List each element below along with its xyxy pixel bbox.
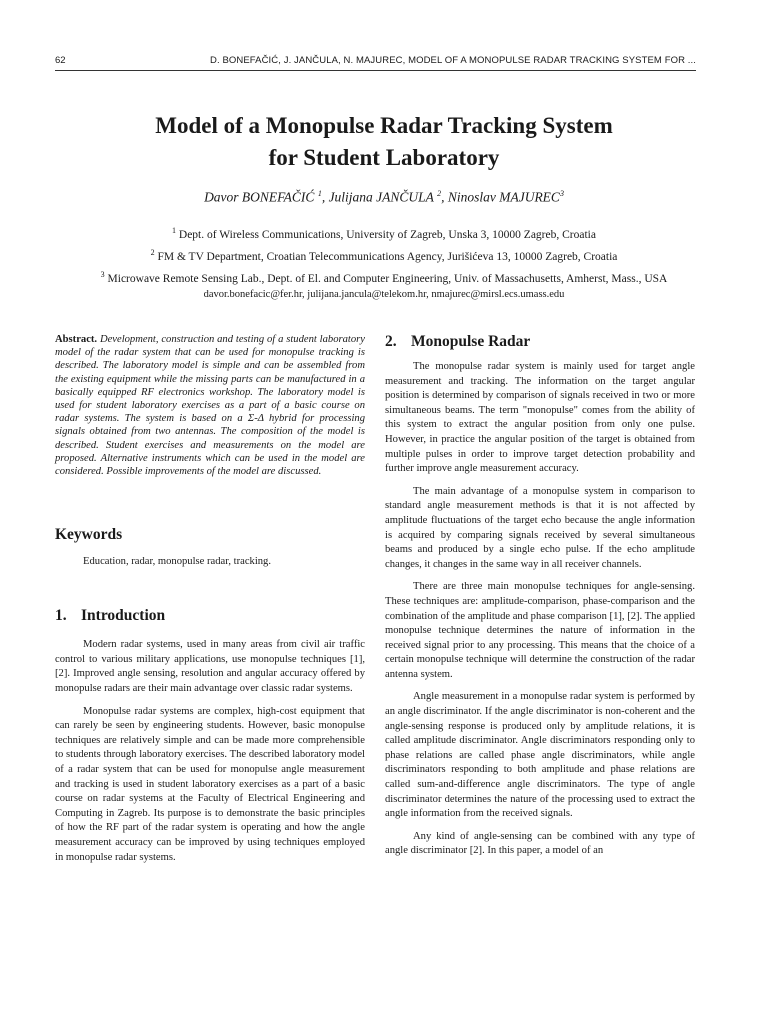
affiliation-line bbox=[0, 244, 768, 266]
keywords-heading: Keywords bbox=[55, 526, 123, 544]
author-affil-marker: 3 bbox=[559, 189, 564, 198]
paragraph: There are three main monopulse techniques for angle-sensing. These techniques are: amplitude-comparison, phase-comparison and the combination of the amplitude and phase comparison [1], [2]. The applied monopulse technique determines the nature of information in the received signal prior to any processing. This means that the choice of a certain monopulse technique will determine the construction of the radar antenna system. bbox=[385, 581, 695, 680]
section-number: 2. bbox=[385, 333, 397, 350]
section-number: 1. bbox=[55, 607, 67, 625]
affil-marker: 3 bbox=[100, 269, 105, 279]
left-column bbox=[55, 333, 365, 865]
section-heading bbox=[55, 607, 365, 625]
section-title: Introduction bbox=[81, 607, 166, 625]
affiliations bbox=[0, 222, 768, 287]
abstract-label: Abstract. bbox=[55, 334, 98, 345]
author-name: Ninoslav MAJUREC bbox=[447, 189, 560, 205]
paragraph: Modern radar systems, used in many areas from civil air traffic control to various military applications, use monopulse techniques [1], [2]. Improved angle sensing, resolution and angular accuracy offered by monopulse radars are their main advantage over classic radar systems. bbox=[55, 639, 365, 695]
paragraph: The monopulse radar system is mainly used for target angle measurement and tracking. The information on the target angular position is determined by comparison of signals received in two or more simultaneous beams. The term "monopulse" comes from the ability of this system to extract the angular position from only one pulse. However, in practice the angular position of the target is obtained from multiple pulses in order to improve target detection probability and further improve angle measurement accuracy. bbox=[385, 361, 695, 475]
author-emails: davor.bonefacic@fer.hr, julijana.jancula@telekom.hr, nmajurec@mirsl.ecs.umass.edu bbox=[203, 289, 565, 300]
keywords-text: Education, radar, monopulse radar, tracking. bbox=[83, 556, 272, 568]
paragraph: Angle measurement in a monopulse radar system is performed by an angle discriminator. If the angle discriminator is non-coherent and the angle-sensing response is produced only by amplitude relations, it is called amplitude discriminator. Angle discriminators responding only to phase relations are called phase angle discriminators, while angle discriminators responding to both amplitude and phase relations are called sum-and-difference angle discriminators. The type of angle discriminator determines the nature of the processing used to extract the angle information from the received signals. bbox=[385, 691, 695, 820]
affil-text: FM & TV Department, Croatian Telecommunications Agency, Jurišićeva 13, 10000 Zagreb, Croatia bbox=[157, 250, 618, 263]
running-title: D. BONEFAČIĆ, J. JANČULA, N. MAJUREC, MODEL OF A MONOPULSE RADAR TRACKING SYSTEM FOR ... bbox=[210, 55, 696, 66]
paragraph: Monopulse radar systems are complex, high-cost equipment that can rarely be seen by engineering students. However, basic monopulse techniques are relatively simple and can be made more comprehensible to students through laboratory exercises. The described laboratory model of a radar system that can be used for monopulse angle measurement and tracking is used in student laboratory exercises as a part of a basic course on radar systems at the Faculty of Electrical Engineering and Computing in Zagreb. Its purpose is to demonstrate the basic principles of how the RF part of the radar system is operating and how the angle measurement accuracy can be improved by using techniques employed in monopulse radar systems. bbox=[55, 705, 365, 863]
page-number: 62 bbox=[55, 55, 66, 66]
abstract bbox=[55, 333, 365, 478]
affil-text: Dept. of Wireless Communications, University of Zagreb, Unska 3, 10000 Zagreb, Croatia bbox=[178, 228, 596, 241]
right-column bbox=[385, 333, 695, 859]
affiliation-line bbox=[0, 222, 768, 244]
paper-title bbox=[0, 110, 768, 174]
author-affil-marker: 1 bbox=[317, 189, 322, 198]
section-title: Monopulse Radar bbox=[411, 333, 531, 350]
section-heading bbox=[385, 333, 695, 351]
affil-marker: 2 bbox=[150, 247, 155, 257]
title-line-1: Model of a Monopulse Radar Tracking System bbox=[155, 113, 613, 138]
abstract-text: Development, construction and testing of a student laboratory model of the radar system that can be used for monopulse tracking is described. The laboratory model is simple and can be assembled from the existing equipment while the missing parts can be manufactured in a basically equipped RF electronics workshop. The laboratory model is used for student laboratory exercises as a part of a basic course on radar systems. The system is based on a Σ-Δ hybrid for processing signals obtained from two antennas. The composition of the model is described. Student exercises and measurements on the model are proposed. Alternative instruments which can be used in the model are considered. Possible improvements of the model are discussed. bbox=[55, 334, 365, 478]
author-affil-marker: 2 bbox=[437, 189, 442, 198]
affil-marker: 1 bbox=[172, 226, 177, 235]
author-name: Davor BONEFAČIĆ bbox=[204, 189, 315, 205]
paragraph: Any kind of angle-sensing can be combined with any type of angle discriminator [2]. In this paper, a model of an bbox=[385, 830, 695, 857]
paragraph: The main advantage of a monopulse system in comparison to standard angle measurement methods is that it is not affected by amplitude fluctuations of the target echo because the angle information is acquired by comparing signals received by several simultaneous beams and produced by a single echo pulse. If the echo amplitude changes, it changes in the same way in all receiver channels. bbox=[385, 485, 695, 570]
affil-text: Microwave Remote Sensing Lab., Dept. of El. and Computer Engineering, Univ. of Massachusetts, Amherst, Mass., USA bbox=[107, 272, 668, 285]
title-line-2: for Student Laboratory bbox=[268, 145, 500, 170]
header-rule bbox=[55, 70, 696, 71]
running-header bbox=[55, 52, 696, 68]
author-list: Davor BONEFAČIĆ $^1$, Julijana JANČULA $^2$, Ninoslav MAJUREC$^3$ bbox=[204, 189, 564, 205]
affiliation-line bbox=[0, 266, 768, 288]
author-name: Julijana JANČULA bbox=[328, 189, 434, 205]
